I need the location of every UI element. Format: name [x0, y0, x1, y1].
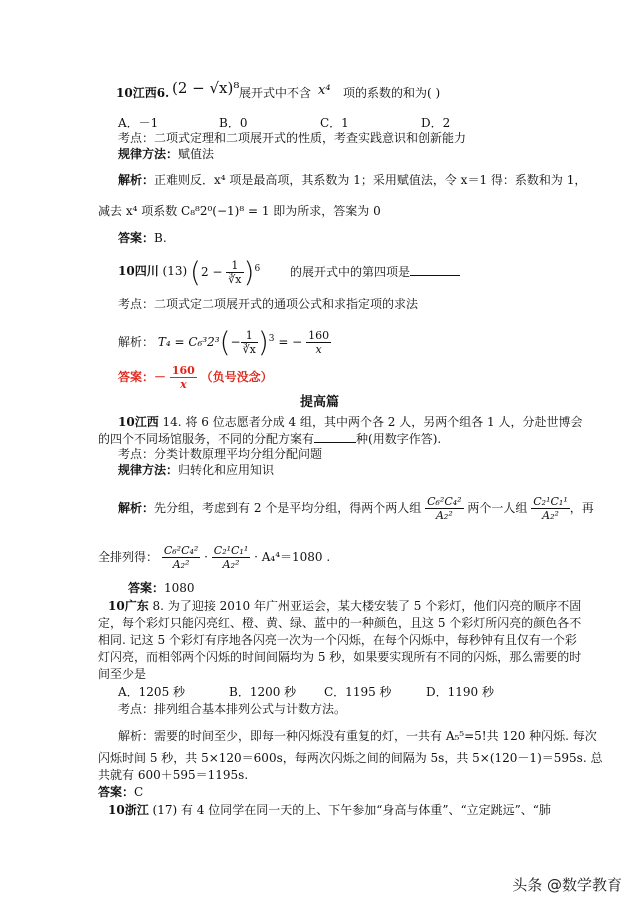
q4-option-d: D．1190 秒: [426, 685, 494, 699]
section-title: 提高篇: [300, 395, 340, 410]
q3-line2b: 种(用数字作答).: [356, 432, 442, 446]
q3-analysis-label: 解析：: [118, 501, 155, 515]
q1-method-label: 规律方法：: [118, 147, 179, 161]
q1-kaodian: 考点：二项式定理和二项展开式的性质，考查实践意识和创新能力: [118, 131, 467, 145]
q4-analysis-2: 闪烁时间 5 秒，共 5×120＝600s，每两次闪烁之间的间隔为 5s，共 5×(120－1)＝595s. 总: [98, 751, 603, 765]
q3-answer-value: 1080: [164, 581, 195, 595]
q3-answer-label: 答案：: [128, 581, 165, 595]
q3-a22-2: A₂²: [542, 509, 559, 522]
q2-power: 6: [254, 264, 261, 274]
q2-result-den: x: [315, 343, 322, 356]
q2-expr-head: 2 −: [200, 265, 223, 279]
q2-tag: 10四川: [118, 264, 159, 278]
q3-perm-c21: C₂¹C₁¹: [213, 544, 249, 557]
q4-line3: 相同. 记这 5 个彩灯有序地各闪亮一次为一个闪烁，在每个闪烁中，每秒钟有且仅有一个彩: [98, 633, 577, 647]
q1-tag: 10江西6.: [116, 86, 170, 100]
q4-answer: [98, 784, 143, 800]
q4-answer-value: C: [134, 785, 144, 799]
q3-analysis-line2: 全排列得： $\frac{\text{C₆²C₄²}}{\text{A₂²}}$ · $\frac{\text{C₂¹C₁¹}}{\text{A₂²}}$ · A₄⁴＝1080 .: [98, 544, 331, 571]
q1-option-a: A．－1: [118, 116, 159, 130]
q3-a22-1: A₂²: [435, 509, 453, 522]
q3-analysis-a: 先分组，考虑到有 2 个是平均分组，得两个两人组: [154, 501, 422, 515]
q1-method: [118, 146, 214, 162]
q1-stem-end: 项的系数的和为( ): [343, 86, 441, 100]
q3-c64: C₆²C₄²: [427, 495, 462, 508]
q2-kaodian: 考点：二项式定二项展开式的通项公式和求指定项的求法: [118, 297, 419, 311]
q4-tag: 10广东: [108, 599, 149, 613]
q3-analysis-line1: [118, 488, 594, 528]
q3-method-label: 规律方法：: [118, 463, 179, 477]
q1-stem: 展开式中不含: [239, 86, 312, 100]
q2-formula-frac-num: 1: [241, 329, 258, 343]
q4-line4: 灯闪亮，而相邻两个闪烁的时间间隔均为 5 秒，如果要实现所有不同的闪烁，那么需要的时: [98, 650, 582, 664]
q2-formula-left: T₄ = C₆³2³: [157, 335, 220, 349]
q2-answer-sign: －: [154, 370, 167, 384]
q2-formula-pow: 3: [268, 334, 275, 344]
q1-option-c: C．1: [320, 116, 349, 130]
q1-option-d: D．2: [421, 116, 451, 130]
q4-line5: 间至少是: [98, 667, 147, 681]
q3-line2: [98, 430, 441, 447]
q2-answer-num: 160: [171, 364, 195, 377]
q2-stem: [290, 263, 460, 280]
q1-answer-value: B.: [154, 231, 167, 245]
q2-frac-num: 1: [226, 259, 243, 273]
q1-analysis-text1: 正难则反．x⁴ 项是最高项，其系数为 1；采用赋值法，令 x＝1 得：系数和为 1，: [154, 173, 587, 187]
q2-answer: [118, 360, 273, 394]
q1-answer-label: 答案：: [118, 231, 155, 245]
q1-expression: (2 − √x)⁸: [172, 79, 240, 97]
q3-method-text: 归转化和应用知识: [178, 463, 275, 477]
q2-num: (13): [162, 264, 188, 278]
q5-tag: 10浙江: [108, 803, 149, 817]
q2-frac-den: ∛x: [228, 273, 242, 286]
q3-perm-frac1: [162, 544, 200, 571]
q4-option-b: B．1200 秒: [229, 685, 297, 699]
q2-analysis-label: 解析：: [118, 335, 155, 349]
q3-perm-c64: C₆²C₄²: [163, 544, 199, 557]
q3-method: [118, 462, 274, 478]
q2-fraction: [226, 259, 243, 286]
q1-analysis-line1: [118, 172, 586, 188]
q4-line1-text: 为了迎接 2010 年广州亚运会，某大楼安装了 5 个彩灯，他们闪亮的顺序不固: [167, 599, 582, 613]
q1-analysis-line2: 减去 x⁴ 项系数 C₈⁸2⁰(−1)⁸ = 1 即为所求，答案为 0: [98, 204, 381, 218]
q4-answer-label: 答案：: [98, 785, 135, 799]
q2-blank: [410, 263, 460, 276]
q3-tag: 10江西: [118, 415, 159, 429]
q2-answer-frac: [170, 364, 197, 391]
q3-perm-a22-1: A₂²: [172, 558, 190, 571]
q4-kaodian: 考点：排列组合基本排列公式与计数方法。: [118, 702, 347, 716]
q4-option-c: C．1195 秒: [324, 685, 392, 699]
q1-method-text: 赋值法: [178, 147, 215, 161]
q3-frac-c21: [531, 495, 569, 522]
q2-answer-den: x: [180, 378, 187, 391]
q5-line1: [108, 802, 551, 818]
q3-perm-label: 全排列得：: [98, 550, 159, 564]
q2-answer-note: （负号没念）: [200, 370, 273, 384]
q2-line: [118, 263, 187, 279]
q2-formula-frac-den: ∛x: [242, 343, 256, 356]
q1-term: x⁴: [318, 83, 331, 98]
q3-perm-frac2: [212, 544, 250, 571]
q1-option-b: B．0: [219, 116, 248, 130]
q4-line1: [108, 598, 581, 614]
q3-blank: [314, 430, 356, 443]
q2-formula-eq: = −: [278, 335, 303, 349]
q5-text: (17) 有 4 位同学在同一天的上、下午参加“身高与体重”、“立定跳远”、“肺: [152, 803, 551, 817]
q3-num: 14.: [162, 415, 182, 429]
q1-analysis-label: 解析：: [118, 173, 155, 187]
q3-perm-a22-2: A₂²: [222, 558, 240, 571]
q2-answer-label: 答案：: [118, 370, 155, 384]
q4-analysis-3: 共就有 600＋595＝1195s.: [98, 768, 249, 782]
q2-formula-frac: [241, 329, 258, 356]
q3-line2a: 的四个不同场馆服务，不同的分配方案有: [98, 432, 315, 446]
q2-expression: (2 − $\frac{1}{∛x}$ )$^6$: [190, 255, 261, 289]
q2-analysis: 解析： T₄ = C₆³2³(− $\frac{1}{∛x}$ )$^3$ = − $\frac{160}{x}$: [118, 325, 330, 359]
q4-analysis-1: 解析：需要的时间至少，即每一种闪烁没有重复的灯，一共有 A₅⁵=5!共 120 种闪烁. 每次: [118, 729, 597, 743]
q3-frac-c64: [425, 495, 463, 522]
watermark: 头条 @数学教育: [512, 876, 622, 894]
q3-answer: [128, 580, 195, 596]
q2-stem-text: 的展开式中的第四项是: [290, 265, 411, 279]
q1-answer: [118, 230, 167, 246]
q3-analysis-b: 两个一人组: [467, 501, 528, 515]
q3-perm-result: · A₄⁴＝1080 .: [254, 550, 331, 564]
q3-line1: [118, 414, 583, 430]
q2-formula-result: [306, 329, 331, 356]
q3-analysis-c: ，再: [569, 501, 594, 515]
q2-result-num: 160: [308, 329, 330, 342]
q3-line1-text: 将 6 位志愿者分成 4 组，其中两个各 2 人，另两个组各 1 人，分赴世博会: [185, 415, 583, 429]
q4-option-a: A．1205 秒: [118, 685, 186, 699]
q4-num: 8.: [152, 599, 164, 613]
q3-kaodian: 考点：分类计数原理平均分组分配问题: [118, 447, 323, 461]
q4-line2: 定，每个彩灯只能闪亮红、橙、黄、绿、蓝中的一种颜色，且这 5 个彩灯所闪亮的颜色各不: [98, 616, 582, 630]
q3-c21: C₂¹C₁¹: [533, 495, 568, 508]
